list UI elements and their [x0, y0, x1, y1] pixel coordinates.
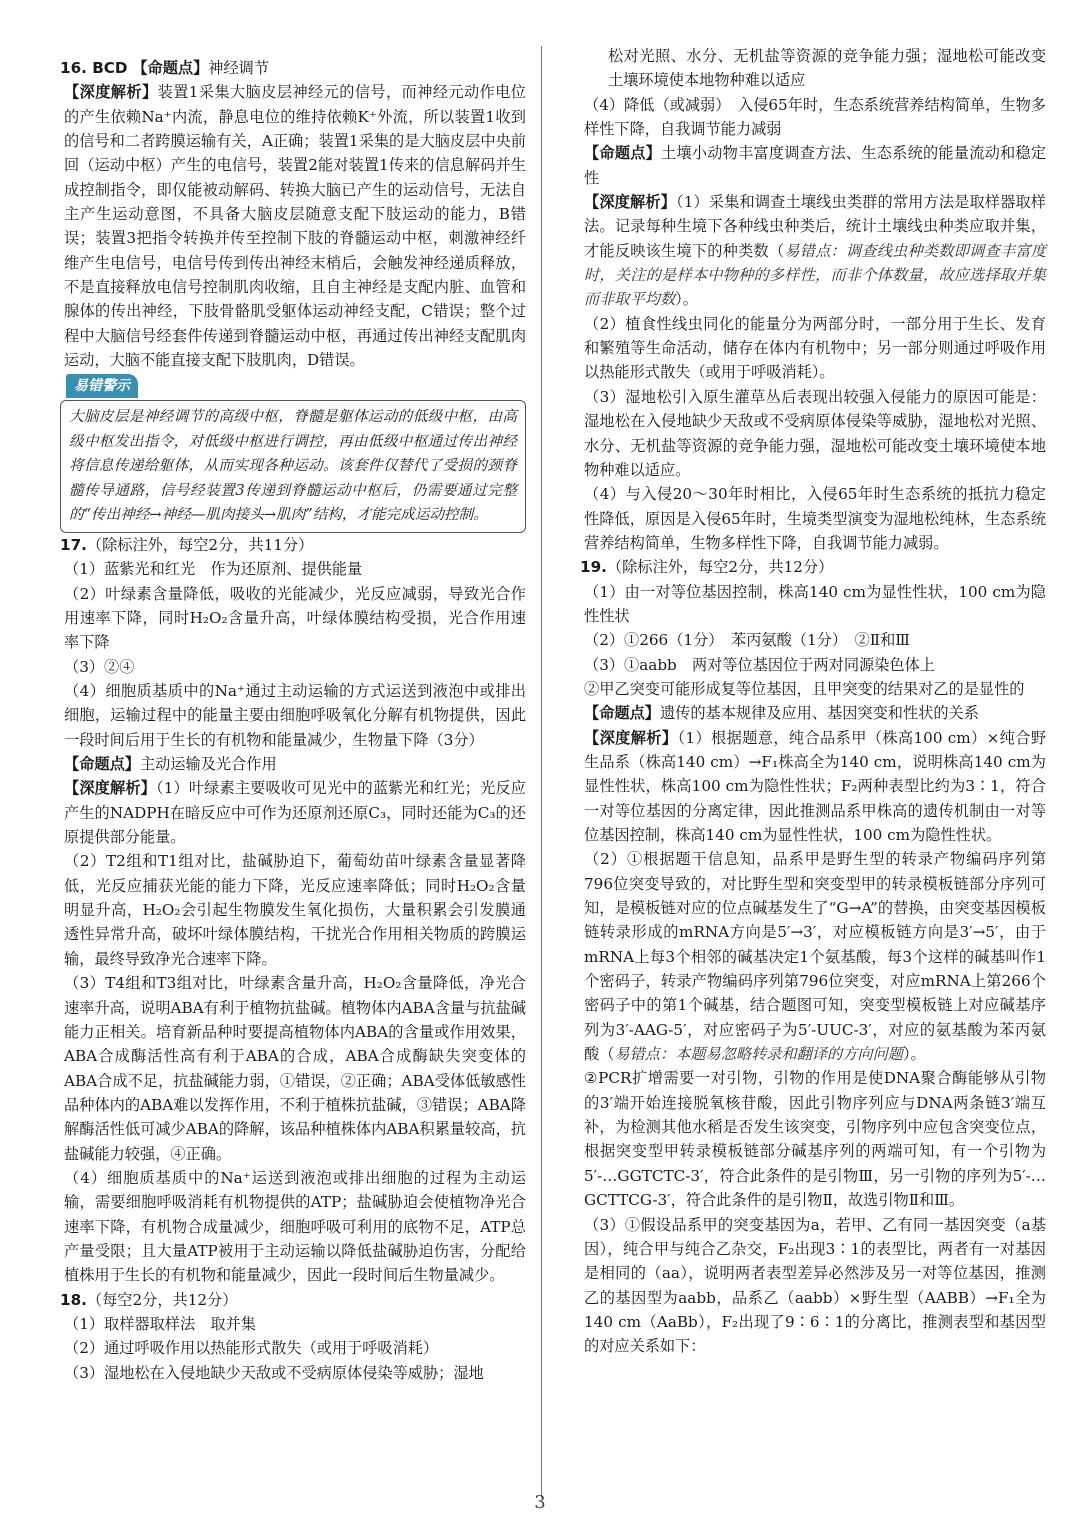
callout-title: 易错警示 [66, 374, 138, 398]
q18-score: （每空2分，共12分） [86, 1290, 238, 1309]
page-number: 3 [534, 1492, 546, 1513]
q19-header [580, 555, 1046, 579]
q17-explain-4: （4）细胞质基质中的Na⁺运送到液泡或排出细胞的过程为主动运输，需要细胞呼吸消耗有机物提供的ATP；盐碱胁迫会使植物净光合速率下降，有机物合成量减少，细胞呼吸可利用的底物不足，ATP总产量受限；且大量ATP被用于主动运输以降低盐碱胁迫伤害，分配给植株用于生长的有机物和能量减少，因此一段时间后生物量减少。 [64, 1168, 526, 1285]
q17-explain-1 [60, 776, 526, 849]
q18-answer-2: （2）通过呼吸作用以热能形式散失（或用于呼吸消耗） [64, 1339, 439, 1358]
q19-explain-1-text: （1）根据题意，纯合品系甲（株高100 cm）×纯合野生品系（株高140 cm）→F₁株高全为140 cm，说明株高140 cm为显性性状，株高100 cm为隐性性状；F₂两种表型比约为3∶1，符合一对等位基因的分离定律，因此推测品系甲株高的遗传机制由一对等位基因控制，株高140 cm为显性性状，100 cm为隐性性状。 [584, 728, 1047, 844]
q18-topic: 土壤小动物丰富度调查方法、生态系统的能量流动和稳定性 [584, 144, 1047, 187]
q16-header [60, 56, 526, 80]
q17-explain-1-text: （1）叶绿素主要吸收可见光中的蓝紫光和红光；光反应产生的NADPH在暗反应中可作为还原剂还原C₃，同时还能为C₃的还原提供部分能量。 [64, 779, 526, 847]
q18-error-note: 易错点：调查线虫种类数即调查丰富度时，关注的是样本中物种的多样性，而非个体数量，故应选择取并集而非取平均数 [584, 241, 1047, 309]
q19-explain-1 [580, 726, 1046, 848]
q19-answer-4: ②甲乙突变可能形成复等位基因，且甲突变的结果对乙的是显性的 [584, 679, 1025, 698]
q19-analysis-tag: 【深度解析】 [584, 728, 678, 747]
q17-answer-2: （2）叶绿素含量降低，吸收的光能减少，光反应减弱，导致光合作用速率下降，同时H₂O₂含量升高，叶绿体膜结构受损，光合作用速率下降 [64, 584, 526, 652]
q19-answer-3: （3）①aabb 两对等位基因位于两对同源染色体上 [584, 655, 935, 674]
q19-explain-2a-end: ）。 [902, 1045, 926, 1064]
q17-number: 17. [60, 535, 87, 554]
left-column [60, 56, 526, 1385]
q17-topic-line [60, 752, 526, 776]
q18-explain-1 [580, 190, 1046, 312]
q18-explain-4: （4）与入侵20～30年时相比，入侵65年时生态系统的抵抗力稳定性降低，原因是入侵65年时，生境类型演变为湿地松纯林，生态系统营养结构简单，生物多样性下降，自我调节能力减弱。 [584, 485, 1046, 552]
q17-explain-3: （3）T4组和T3组对比，叶绿素含量升高，H₂O₂含量降低，净光合速率升高，说明ABA有利于植物抗盐碱。植物体内ABA含量与抗盐碱能力正相关。培育新品种时要提高植物体内ABA的含量或作用效果，ABA合成酶活性高有利于ABA的合成，ABA合成酶缺失突变体的ABA合成不足，抗盐碱能力弱，①错误，②正确；ABA受体低敏感性品种体内的ABA难以发挥作用，不利于植株抗盐碱，③错误；ABA降解酶活性低可减少ABA的降解，该品种植株体内ABA积累量较高，抗盐碱能力较强，④正确。 [64, 974, 526, 1163]
q18-topic-tag: 【命题点】 [584, 144, 662, 163]
q19-answer-1: （1）由一对等位基因控制，株高140 cm为显性性状，100 cm为隐性性状 [584, 582, 1046, 625]
callout-text: 大脑皮层是神经调节的高级中枢，脊髓是躯体运动的低级中枢，由高级中枢发出指令，对低级中枢进行调控，再由低级中枢通过传出神经将信息传递给躯体，从而实现各种运动。该套件仅替代了受损的颈脊髓传导通路，信号经装置3传递到脊髓运动中枢后，仍需要通过完整的“传出神经→神经—肌肉接头→肌肉”结构，才能完成运动控制。 [60, 400, 526, 533]
q16-number: 16. BCD [60, 59, 128, 77]
q17-explain-2: （2）T2组和T1组对比，盐碱胁迫下，葡萄幼苗叶绿素含量显著降低，光反应捕获光能的能力下降，光反应速率降低；同时H₂O₂含量明显升高，H₂O₂会引起生物膜发生氧化损伤，大量积累会引发膜通透性异常升高，破坏叶绿体膜结构，干扰光合作用相关物质的跨膜运输，最终导致净光合速率下降。 [64, 852, 526, 968]
q19-topic: 遗传的基本规律及应用、基因突变和性状的关系 [659, 704, 979, 723]
q18-answer-3-cont: 松对光照、水分、无机盐等资源的竞争能力强；湿地松可能改变土壤环境使本地物种难以适应 [608, 47, 1046, 90]
right-column [580, 44, 1046, 1359]
q16-analysis [60, 80, 526, 372]
q18-explain-1-text: （1）采集和调查土壤线虫类群的常用方法是取样器取样法。记录每种生境下各种线虫种类后，统计土壤线虫种类应取并集，才能反映该生境下的种类数（ [584, 193, 1046, 260]
q19-explain-2a [580, 847, 1046, 1066]
q16-callout-box [60, 372, 526, 533]
q17-answer-1: （1）蓝紫光和红光 作为还原剂、提供能量 [64, 560, 363, 579]
q18-explain-1-end: ）。 [675, 290, 698, 309]
q19-score: （除标注外，每空2分，共12分） [606, 558, 834, 577]
q18-explain-3: （3）湿地松引入原生灌草丛后表现出较强入侵能力的原因可能是：湿地松在入侵地缺少天敌或不受病原体侵染等威胁，湿地松对光照、水分、无机盐等资源的竞争能力强，湿地松可能改变土壤环境使本地物种难以适应。 [584, 387, 1046, 479]
q19-topic-line [580, 701, 1046, 725]
q17-score: （除标注外，每空2分，共11分） [86, 535, 314, 554]
q19-topic-tag: 【命题点】 [584, 704, 660, 723]
q19-explain-3: （3）①假设品系甲的突变基因为a，若甲、乙有同一基因突变（a基因），纯合甲与纯合乙杂交，F₂出现3∶1的表型比，两者有一对基因是相同的（aa），说明两者表型差异必然涉及另一对等位基因，推测乙的基因型为aabb，品系乙（aabb）×野生型（AABB）→F₁全为140 cm（AaBb），F₂出现了9∶6∶1的分离比，推测表型和基因型的对应关系如下： [584, 1215, 1046, 1356]
q16-analysis-tag: 【深度解析】 [64, 83, 158, 102]
q19-error-note: 易错点：本题易忽略转录和翻译的方向问题 [614, 1045, 903, 1064]
q17-header [60, 533, 526, 557]
q19-explain-2b: ②PCR扩增需要一对引物，引物的作用是使DNA聚合酶能够从引物的3′端开始连接脱氧核苷酸，因此引物序列应与DNA两条链3′端互补，为检测其他水稻是否发生该突变，引物序列中应包含突变位点，根据突变型甲转录模板链部分碱基序列的两端可知，有一个引物为5′-…GGTCTC-3′，符合此条件的是引物Ⅲ，另一引物的序列为5′-…GCTTCG-3′，符合此条件的是引物Ⅱ，故选引物Ⅱ和Ⅲ。 [584, 1069, 1046, 1210]
q19-number: 19. [580, 558, 607, 577]
q17-topic-tag: 【命题点】 [64, 755, 140, 774]
q16-analysis-text: 装置1采集大脑皮层神经元的信号，而神经元动作电位的产生依赖Na⁺内流，静息电位的维持依赖K⁺外流，所以装置1收到的信号和二者跨膜运输有关，A正确；装置1采集的是大脑皮层中央前回（运动中枢）产生的电信号，装置2能对装置1传来的信息解码并生成控制指令，即仅能被动解码、转换大脑已产生的运动信号，无法自主产生运动意图，不具备大脑皮层随意支配下肢运动的能力，B错误；装置3把指令转换并传至控制下肢的脊髓运动中枢，刺激神经纤维产生电信号，电信号传到传出神经末梢后，会触发神经递质释放，不是直接释放电信号控制肌肉收缩，且自主神经是支配内脏、血管和腺体的传出神经，下肢骨骼肌受躯体运动神经支配，C错误；整个过程中大脑信号经套件传递到脊髓运动中枢，再通过传出神经支配肌肉运动，大脑不能直接支配下肢肌肉，D错误。 [64, 83, 526, 370]
q18-topic-line [580, 141, 1046, 190]
q17-answer-3: （3）②④ [64, 657, 135, 676]
q17-answer-4: （4）细胞质基质中的Na⁺通过主动运输的方式运送到液泡中或排出细胞，运输过程中的能量主要由细胞呼吸氧化分解有机物提供，因此一段时间后用于生长的有机物和能量减少，生物量下降（3分） [64, 682, 526, 749]
q18-analysis-tag: 【深度解析】 [584, 193, 676, 212]
column-divider [541, 46, 542, 1498]
q16-topic-tag: 【命题点】 [132, 59, 209, 77]
q17-topic: 主动运输及光合作用 [139, 755, 277, 774]
q18-answer-4: （4）降低（或减弱） 入侵65年时，生态系统营养结构简单，生物多样性下降，自我调节能力减弱 [584, 95, 1046, 139]
q18-number: 18. [60, 1290, 87, 1309]
q19-answer-2: （2）①266（1分） 苯丙氨酸（1分） ②Ⅱ和Ⅲ [584, 631, 910, 650]
q19-explain-2a-text: （2）①根据题干信息知，品系甲是野生型的转录产物编码序列第796位突变导致的，对比野生型和突变型甲的转录模板链部分序列可知，是模板链对应的位点碱基发生了“G→A”的替换，由突变基因模板链转录形成的mRNA方向是5′→3′，对应模板链方向是3′→5′，由于mRNA上每3个相邻的碱基决定1个氨基酸，每3个这样的碱基叫作1个密码子，转录产物编码序列第796位突变，对应mRNA上第266个密码子中的第1个碱基，结合题图可知，突变型模板链上对应碱基序列为3′-AAG-5′，对应密码子为5′-UUC-3′，对应的氨基酸为苯丙氨酸（ [584, 850, 1046, 1064]
q18-answer-3: （3）湿地松在入侵地缺少天敌或不受病原体侵染等威胁；湿地 [64, 1363, 484, 1382]
q16-topic: 神经调节 [208, 59, 270, 77]
q18-answer-1: （1）取样器取样法 取并集 [64, 1314, 256, 1333]
q18-explain-2: （2）植食性线虫同化的能量分为两部分时，一部分用于生长、发育和繁殖等生命活动，储存在体内有机物中；另一部分则通过呼吸作用以热能形式散失（或用于呼吸消耗）。 [584, 314, 1046, 382]
q17-analysis-tag: 【深度解析】 [64, 779, 156, 798]
q18-header [60, 1288, 526, 1312]
